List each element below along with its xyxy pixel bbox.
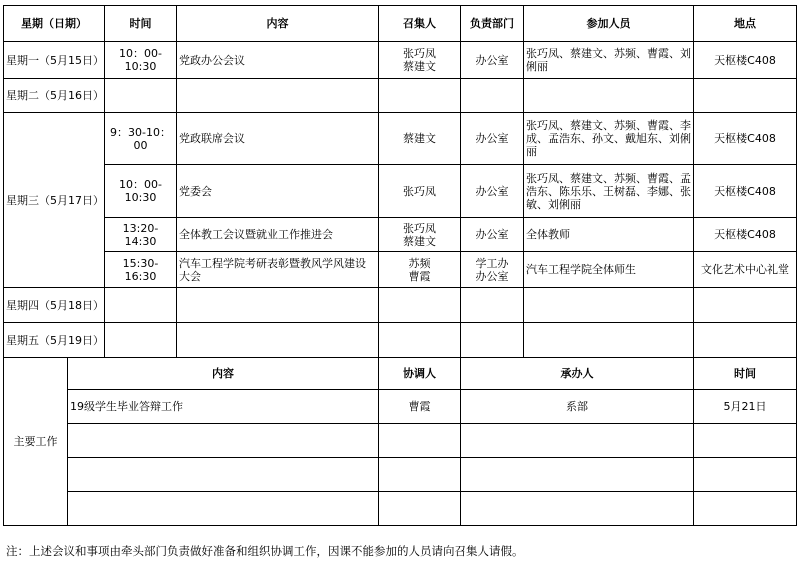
- content-cell: 党委会: [177, 165, 379, 218]
- time-cell: 10：00-10:30: [105, 42, 177, 79]
- table-row: [4, 165, 797, 218]
- main-work-coordinator-cell: 曹霞: [379, 390, 461, 424]
- table-row: [4, 218, 797, 252]
- main-work-header-undertaker: 承办人: [461, 358, 694, 390]
- content-cell: 党政联席会议: [177, 113, 379, 165]
- location-cell: 天枢楼C408: [694, 218, 797, 252]
- footnote: 注：上述会议和事项由牵头部门负责做好准备和组织协调工作，因课不能参加的人员请向召集人请假。: [6, 544, 524, 558]
- header-time: 时间: [105, 6, 177, 42]
- convener-cell: 蔡建文: [379, 113, 461, 165]
- time-cell: 15:30-16:30: [105, 252, 177, 288]
- content-cell: 全体教工会议暨就业工作推进会: [177, 218, 379, 252]
- location-cell: 天枢楼C408: [694, 42, 797, 79]
- time-cell: 9：30-10：00: [105, 113, 177, 165]
- location-cell: 天枢楼C408: [694, 113, 797, 165]
- dept-cell: 办公室: [461, 113, 524, 165]
- table-row: [4, 288, 797, 323]
- schedule-table: [3, 5, 797, 526]
- table-row: [4, 390, 797, 424]
- main-work-label: 主要工作: [4, 358, 68, 526]
- day-cell: 星期三（5月17日）: [4, 113, 105, 288]
- main-work-header-coordinator: 协调人: [379, 358, 461, 390]
- table-row: [4, 252, 797, 288]
- location-cell: 天枢楼C408: [694, 165, 797, 218]
- table-row: [4, 492, 797, 526]
- convener-cell: 张巧凤 蔡建文: [379, 42, 461, 79]
- day-cell: 星期四（5月18日）: [4, 288, 105, 323]
- header-dept: 负责部门: [461, 6, 524, 42]
- main-work-header-row: [4, 358, 797, 390]
- participants-cell: 张巧凤、蔡建文、苏频、曹霞、李成、孟浩东、孙文、戴旭东、刘俐丽: [524, 113, 694, 165]
- header-row: [4, 6, 797, 42]
- convener-cell: 张巧凤: [379, 165, 461, 218]
- participants-cell: 张巧凤、蔡建文、苏频、曹霞、刘俐丽: [524, 42, 694, 79]
- participants-cell: 张巧凤、蔡建文、苏频、曹霞、孟浩东、陈乐乐、王树磊、李娜、张敏、刘俐丽: [524, 165, 694, 218]
- table-row: [4, 458, 797, 492]
- dept-cell: 办公室: [461, 218, 524, 252]
- dept-cell: 办公室: [461, 42, 524, 79]
- main-work-content-cell: 19级学生毕业答辩工作: [68, 390, 379, 424]
- table-row: [4, 42, 797, 79]
- table-row: [4, 424, 797, 458]
- table-row: [4, 79, 797, 113]
- content-cell: 党政办公会议: [177, 42, 379, 79]
- day-cell: 星期五（5月19日）: [4, 323, 105, 358]
- header-participants: 参加人员: [524, 6, 694, 42]
- table-row: [4, 113, 797, 165]
- header-location: 地点: [694, 6, 797, 42]
- header-convener: 召集人: [379, 6, 461, 42]
- day-cell: 星期一（5月15日）: [4, 42, 105, 79]
- day-cell: 星期二（5月16日）: [4, 79, 105, 113]
- dept-cell: 学工办 办公室: [461, 252, 524, 288]
- participants-cell: 汽车工程学院全体师生: [524, 252, 694, 288]
- main-work-time-cell: 5月21日: [694, 390, 797, 424]
- time-cell: 13:20-14:30: [105, 218, 177, 252]
- convener-cell: 张巧凤 蔡建文: [379, 218, 461, 252]
- time-cell: 10：00-10:30: [105, 165, 177, 218]
- header-content: 内容: [177, 6, 379, 42]
- dept-cell: 办公室: [461, 165, 524, 218]
- location-cell: 文化艺术中心礼堂: [694, 252, 797, 288]
- content-cell: 汽车工程学院考研表彰暨教风学风建设大会: [177, 252, 379, 288]
- main-work-undertaker-cell: 系部: [461, 390, 694, 424]
- convener-cell: 苏频 曹霞: [379, 252, 461, 288]
- participants-cell: 全体教师: [524, 218, 694, 252]
- header-day: 星期（日期）: [4, 6, 105, 42]
- table-row: [4, 323, 797, 358]
- main-work-header-content: 内容: [68, 358, 379, 390]
- main-work-header-time: 时间: [694, 358, 797, 390]
